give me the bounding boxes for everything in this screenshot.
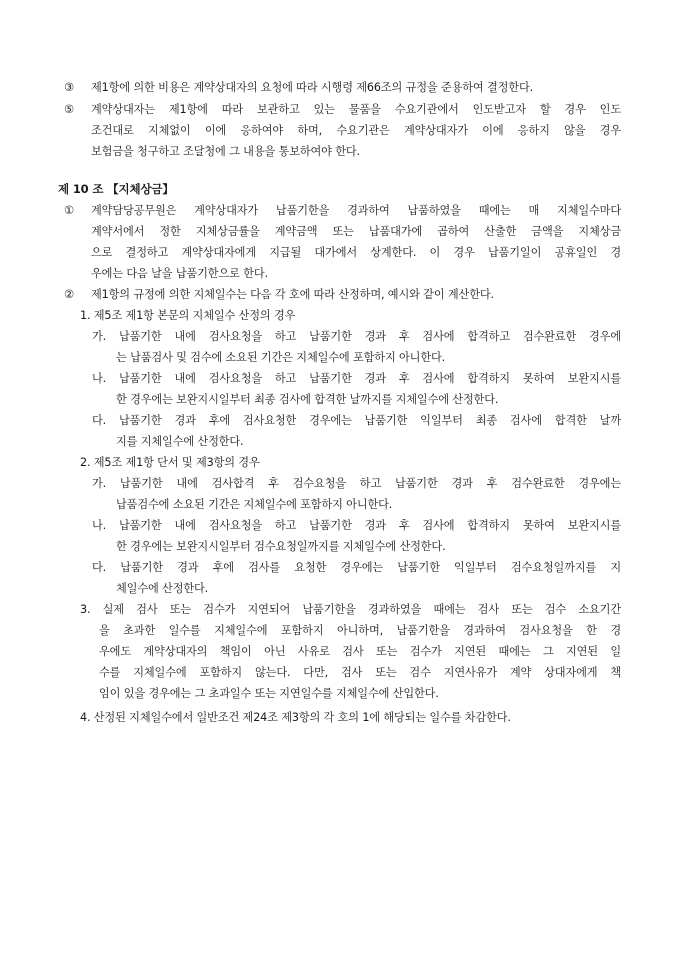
- paragraph-text: 제1항에 의한 비용은 계약상대자의 요청에 따라 시행령 제66조의 규정을 준용하여 결정한다.: [91, 81, 534, 94]
- paragraph-marker: ②: [64, 288, 74, 301]
- item-text: 수를 지체일수에 포함하지 않는다. 다만, 검사 또는 검수 지연사유가 계약 상대자에게 책: [99, 666, 621, 679]
- item-text: 우에도 계약상대자의 책임이 아닌 사유로 검사 또는 검수가 지연된 때에는 그 지연된 일: [99, 645, 621, 658]
- paragraph-text: 으로 결정하고 계약상대자에게 지급될 대가에서 상계한다. 이 경우 납품기일이 공휴일인 경: [91, 246, 621, 259]
- item-text: 임이 있을 경우에는 그 초과일수 또는 지연일수를 지체일수에 산입한다.: [99, 687, 439, 700]
- paragraph-marker: ③: [64, 81, 74, 94]
- article-title: 제 10 조 【지체상금】: [58, 182, 174, 196]
- item-text: 을 초과한 일수를 지체일수에 포함하지 아니하며, 납품기한을 경과하여 검사요청을 한 경: [99, 624, 621, 637]
- subitem-text: 지를 지체일수에 산정한다.: [116, 435, 244, 448]
- paragraph-text: 조건대로 지체없이 이에 응하여야 하며, 수요기관은 계약상대자가 이에 응하지 않을 경우: [91, 124, 621, 137]
- subitem-text: 다. 납품기한 경과 후에 검사를 요청한 경우에는 납품기한 익일부터 검수요청일까지를 지: [92, 561, 621, 574]
- item-text: 3. 실제 검사 또는 검수가 지연되어 납품기한을 경과하였을 때에는 검사 또는 검수 소요기간: [80, 603, 621, 616]
- paragraph-text: 계약담당공무원은 계약상대자가 납품기한을 경과하여 납품하였을 때에는 매 지체일수마다: [91, 204, 621, 217]
- subitem-text: 다. 납품기한 경과 후에 검사요청한 경우에는 납품기한 익일부터 최종 검사에 합격한 날까: [92, 414, 621, 427]
- paragraph-text: 우에는 다음 날을 납품기한으로 한다.: [91, 267, 268, 280]
- subitem-text: 한 경우에는 보완지시일부터 검수요청일까지를 지체일수에 산정한다.: [116, 540, 446, 553]
- item-heading: 1. 제5조 제1항 본문의 지체일수 산정의 경우: [80, 309, 296, 322]
- paragraph-text: 제1항의 규정에 의한 지체일수는 다음 각 호에 따라 산정하며, 예시와 같이 계산한다.: [91, 288, 494, 301]
- subitem-text: 체일수에 산정한다.: [116, 582, 209, 595]
- subitem-text: 는 납품검사 및 검수에 소요된 기간은 지체일수에 포함하지 아니한다.: [116, 351, 446, 364]
- subitem-text: 나. 납품기한 내에 검사요청을 하고 납품기한 경과 후 검사에 합격하지 못하여 보완지시를: [92, 372, 621, 385]
- subitem-text: 나. 납품기한 내에 검사요청을 하고 납품기한 경과 후 검사에 합격하지 못하여 보완지시를: [92, 519, 621, 532]
- subitem-text: 한 경우에는 보완지시일부터 최종 검사에 합격한 날까지를 지체일수에 산정한다.: [116, 393, 499, 406]
- paragraph-marker: ①: [64, 204, 74, 217]
- subitem-text: 납품검수에 소요된 기간은 지체일수에 포함하지 아니한다.: [116, 498, 393, 511]
- subitem-text: 가. 납품기한 내에 검사합격 후 검수요청을 하고 납품기한 경과 후 검수완료한 경우에는: [92, 477, 621, 490]
- paragraph-text: 보험금을 청구하고 조달청에 그 내용을 통보하여야 한다.: [91, 145, 360, 158]
- subitem-text: 가. 납품기한 내에 검사요청을 하고 납품기한 경과 후 검사에 합격하고 검수완료한 경우에: [92, 330, 621, 343]
- item-heading: 2. 제5조 제1항 단서 및 제3항의 경우: [80, 456, 260, 469]
- paragraph-text: 계약상대자는 제1항에 따라 보관하고 있는 물품을 수요기관에서 인도받고자 할 경우 인도: [91, 103, 621, 116]
- item-text: 4. 산정된 지체일수에서 일반조건 제24조 제3항의 각 호의 1에 해당되는 일수를 차감한다.: [80, 711, 511, 724]
- paragraph-text: 계약서에서 정한 지체상금률을 계약금액 또는 납품대가에 곱하여 산출한 금액을 지체상금: [91, 225, 621, 238]
- paragraph-marker: ⑤: [64, 103, 74, 116]
